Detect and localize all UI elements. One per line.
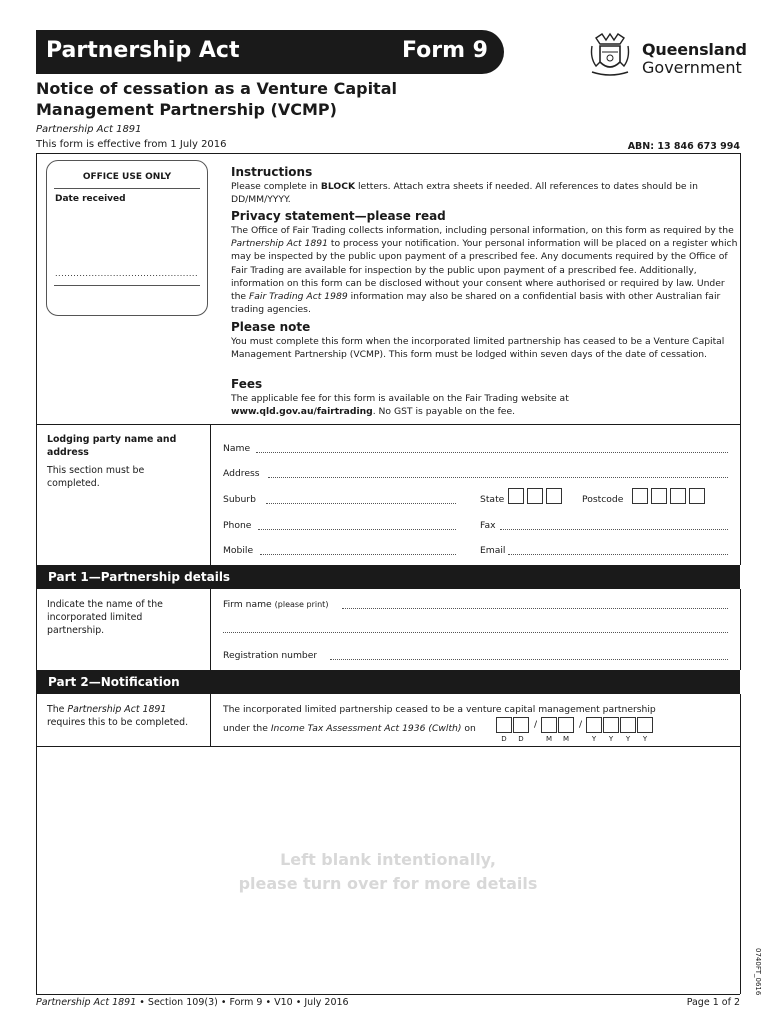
- postcode-box[interactable]: [651, 488, 667, 504]
- please-note-text: You must complete this form when the incorporated limited partnership has ceased to be a Venture Capital Management Partnership (VCMP). This form must be lodged within seven days of the date of cessation.: [231, 336, 725, 361]
- date-day-box[interactable]: [513, 717, 529, 733]
- date-month-box[interactable]: [558, 717, 574, 733]
- part2-heading: Part 2—Notification: [36, 670, 740, 694]
- state-box[interactable]: [508, 488, 524, 504]
- date-format-label: Y: [608, 735, 614, 743]
- date-day-box[interactable]: [496, 717, 512, 733]
- date-year-box[interactable]: [586, 717, 602, 733]
- registration-label: Registration number: [223, 650, 318, 661]
- frame-left: [36, 153, 37, 565]
- frame-left: [36, 589, 37, 670]
- fax-label: Fax: [480, 520, 496, 531]
- queensland-crest-icon: [588, 32, 632, 78]
- form-banner: [36, 30, 504, 74]
- email-label: Email: [480, 545, 506, 556]
- date-format-label: M: [562, 735, 570, 743]
- gov-name-line1: Queensland: [642, 40, 747, 59]
- divider: [36, 746, 740, 747]
- name-input[interactable]: [256, 452, 728, 453]
- column-divider: [210, 424, 211, 565]
- fees-text: The applicable fee for this form is available on the Fair Trading website at www.qld.gov.au/fairtrading. No GST is payable on the fee.: [231, 393, 569, 418]
- state-label: State: [480, 494, 505, 505]
- address-label: Address: [223, 468, 260, 479]
- date-separator: /: [579, 719, 583, 730]
- instructions-text: Please complete in BLOCK letters. Attach extra sheets if needed. All references to dates should be in DD/MM/YYYY.: [231, 181, 698, 206]
- state-box[interactable]: [527, 488, 543, 504]
- date-separator: /: [534, 719, 538, 730]
- date-format-label: D: [501, 735, 507, 743]
- fees-heading: Fees: [231, 377, 263, 391]
- date-format-label: Y: [591, 735, 597, 743]
- part1-heading: Part 1—Partnership details: [36, 565, 740, 589]
- please-note-heading: Please note: [231, 320, 311, 334]
- email-input[interactable]: [508, 554, 728, 555]
- fax-input[interactable]: [500, 529, 728, 530]
- date-format-label: M: [545, 735, 553, 743]
- divider: [36, 424, 740, 425]
- gov-name-line2: Government: [642, 58, 742, 77]
- blank-notice-line2: please turn over for more details: [238, 874, 538, 893]
- registration-input[interactable]: [330, 659, 728, 660]
- date-received-label: Date received: [55, 194, 126, 204]
- divider: [36, 994, 740, 995]
- divider: [36, 153, 740, 154]
- suburb-input[interactable]: [266, 503, 456, 504]
- office-use-box: [46, 160, 208, 316]
- column-divider: [210, 694, 211, 746]
- date-year-box[interactable]: [603, 717, 619, 733]
- frame-left: [36, 694, 37, 994]
- footer-reference: Partnership Act 1891 • Section 109(3) • Form 9 • V10 • July 2016: [36, 997, 349, 1008]
- mobile-label: Mobile: [223, 545, 254, 556]
- mobile-input[interactable]: [260, 554, 456, 555]
- lodging-note: This section must be completed.: [47, 465, 145, 489]
- form-code: 0740FT_0616: [754, 948, 762, 996]
- instructions-heading: Instructions: [231, 165, 313, 179]
- suburb-label: Suburb: [223, 494, 256, 505]
- date-format-label: Y: [642, 735, 648, 743]
- firm-name-input-line2[interactable]: [223, 632, 728, 633]
- privacy-heading: Privacy statement—please read: [231, 209, 446, 223]
- phone-label: Phone: [223, 520, 252, 531]
- postcode-box[interactable]: [670, 488, 686, 504]
- part1-label: Indicate the name of the incorporated limited partnership.: [47, 599, 163, 636]
- notification-line2: under the Income Tax Assessment Act 1936 (Cwlth) on: [223, 723, 476, 734]
- lodging-label: Lodging party name and address: [47, 434, 177, 458]
- date-format-label: Y: [625, 735, 631, 743]
- abn-number: ABN: 13 846 673 994: [627, 141, 740, 152]
- page-number: Page 1 of 2: [686, 997, 740, 1008]
- date-year-box[interactable]: [637, 717, 653, 733]
- part2-label: The Partnership Act 1891 requires this to be completed.: [47, 704, 189, 728]
- divider: [54, 285, 200, 286]
- firm-name-label: Firm name (please print): [223, 599, 329, 610]
- act-title: Partnership Act: [46, 38, 240, 63]
- phone-input[interactable]: [258, 529, 456, 530]
- privacy-text: The Office of Fair Trading collects information, including personal information, on this form as required by the Partnership Act 1891 to process your notification. Your personal information will be placed on a register which may be inspected by the public upon payment of a prescribed fee. Any documents required by the Office of Fair Trading are available for inspection by the public upon payment of a prescribed fee. Additionally, information on this form can be disclosed without your consent where authorised or required by law. Under the Fair Trading Act 1989 information may also be shared on a confidential basis with other Australian fair trading agencies.: [231, 225, 738, 316]
- address-input[interactable]: [268, 477, 728, 478]
- frame-right: [740, 694, 741, 994]
- postcode-box[interactable]: [632, 488, 648, 504]
- frame-right: [740, 589, 741, 670]
- name-label: Name: [223, 443, 251, 454]
- form-number: Form 9: [402, 38, 488, 63]
- divider: [54, 188, 200, 189]
- date-year-box[interactable]: [620, 717, 636, 733]
- postcode-label: Postcode: [582, 494, 624, 505]
- blank-notice-line1: Left blank intentionally,: [280, 850, 496, 869]
- postcode-box[interactable]: [689, 488, 705, 504]
- form-title: Notice of cessation as a Venture Capital Management Partnership (VCMP): [36, 79, 397, 119]
- office-dots: ...............................................: [55, 269, 199, 278]
- date-format-label: D: [518, 735, 524, 743]
- state-box[interactable]: [546, 488, 562, 504]
- office-use-heading: OFFICE USE ONLY: [82, 172, 172, 182]
- firm-name-input[interactable]: [342, 608, 728, 609]
- date-month-box[interactable]: [541, 717, 557, 733]
- notification-line1: The incorporated limited partnership ceased to be a venture capital management partnership: [223, 704, 656, 715]
- column-divider: [210, 589, 211, 670]
- frame-right: [740, 153, 741, 565]
- act-reference: Partnership Act 1891: [36, 124, 142, 135]
- fair-trading-link[interactable]: www.qld.gov.au/fairtrading: [231, 406, 373, 418]
- effective-date: This form is effective from 1 July 2016: [36, 139, 227, 150]
